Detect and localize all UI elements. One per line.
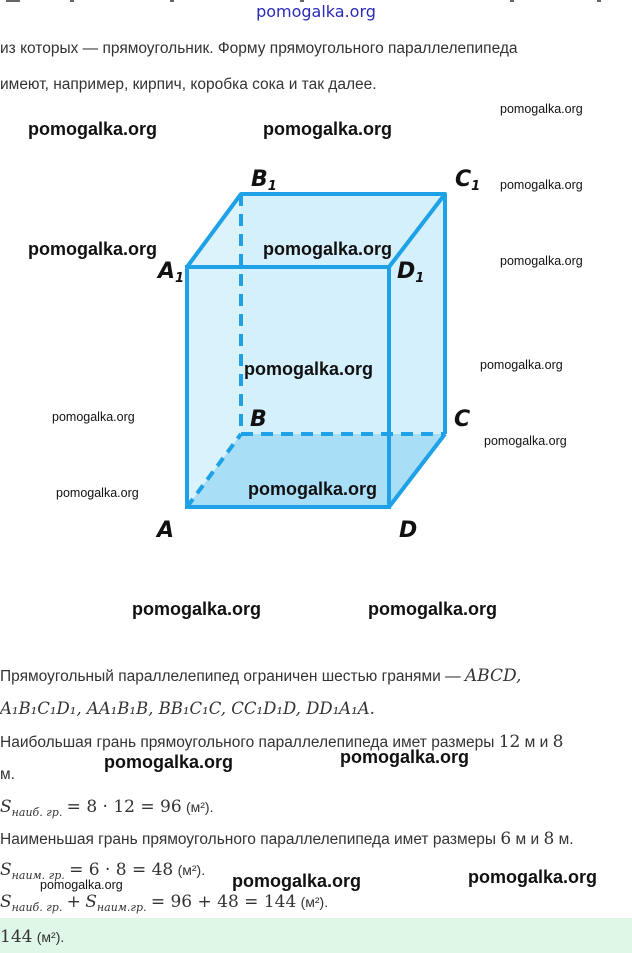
watermark: pomogalka.org	[56, 486, 139, 500]
vertex-c: C	[454, 407, 471, 432]
watermark: pomogalka.org	[340, 747, 470, 767]
watermark: pomogalka.org	[28, 239, 158, 259]
watermark: pomogalka.org	[468, 867, 598, 887]
sum-expr: = 96 + 48 = 144	[150, 892, 297, 912]
s-largest-label: S	[0, 797, 12, 817]
intro-line-1: из которых — прямоугольник. Форму прямоугольного параллелепипеда	[0, 40, 518, 57]
watermark: pomogalka.org	[480, 358, 563, 372]
s-largest-expr: = 8 · 12 = 96	[66, 797, 182, 817]
largest-unit-b: м.	[0, 766, 15, 783]
smallest-unit-b: м.	[558, 831, 574, 848]
watermark: pomogalka.org	[28, 119, 158, 139]
largest-dim-b: 8	[552, 732, 564, 752]
watermark: pomogalka.org	[232, 871, 362, 891]
s-smallest-label: S	[0, 860, 12, 880]
s-largest-formula	[0, 797, 214, 819]
site-header-link[interactable]: pomogalka.org	[256, 2, 376, 21]
answer-unit: (м²).	[36, 929, 65, 945]
sum-unit: (м²).	[300, 894, 329, 910]
sum-s1: S	[0, 892, 12, 912]
s-smallest-expr: = 6 · 8 = 48	[69, 860, 174, 880]
s-smallest-formula	[0, 860, 205, 882]
watermark: pomogalka.org	[40, 878, 123, 892]
largest-dim-a: 12	[498, 732, 521, 752]
watermark: pomogalka.org	[52, 410, 135, 424]
face-abcd: ABCD,	[464, 666, 522, 686]
s-largest-unit: (м²).	[185, 799, 214, 815]
watermark: pomogalka.org	[484, 434, 567, 448]
watermark: pomogalka.org	[500, 254, 583, 268]
watermark: pomogalka.org	[263, 239, 393, 259]
sum-plus: +	[66, 892, 81, 912]
vertex-d1: D1	[397, 259, 425, 286]
s-smallest-unit: (м²).	[177, 862, 206, 878]
sum-s1-sub: наиб. гр.	[11, 901, 63, 915]
watermark: pomogalka.org	[500, 178, 583, 192]
answer	[0, 927, 64, 947]
smallest-dim-a: 6	[500, 829, 512, 849]
smallest-unit-a: м и	[515, 831, 540, 848]
vertex-d: D	[399, 518, 418, 543]
sum-s2: S	[85, 892, 97, 912]
answer-box	[0, 918, 632, 953]
s-smallest-sub: наим. гр.	[11, 869, 65, 883]
watermark: pomogalka.org	[132, 599, 262, 619]
faces-text: Прямоугольный параллелепипед ограничен шестью гранями —	[0, 668, 461, 685]
intro-line-2: имеют, например, кирпич, коробка сока и так далее.	[0, 76, 377, 93]
sum-s2-sub: наим.гр.	[96, 901, 147, 915]
smallest-text: Наименьшая грань прямоугольного параллелепипеда имет размеры	[0, 831, 497, 848]
watermark: pomogalka.org	[104, 752, 234, 772]
faces-list: A₁B₁C₁D₁, AA₁B₁B, BB₁C₁C, CC₁D₁D, DD₁A₁A.	[0, 699, 375, 718]
watermark: pomogalka.org	[248, 479, 378, 499]
largest-unit-a: м и	[524, 734, 549, 751]
watermark: pomogalka.org	[368, 599, 498, 619]
largest-text: Наибольшая грань прямоугольного параллелепипеда имет размеры	[0, 734, 495, 751]
vertex-a: A	[157, 518, 175, 543]
watermark: pomogalka.org	[500, 102, 583, 116]
vertex-b: B	[250, 407, 267, 432]
vertex-c1: C1	[455, 167, 481, 194]
largest-face-line	[0, 732, 563, 752]
vertex-a1: A1	[158, 259, 185, 286]
watermark: pomogalka.org	[263, 119, 393, 139]
answer-value: 144	[0, 927, 33, 947]
sum-formula	[0, 892, 328, 914]
watermark: pomogalka.org	[244, 359, 374, 379]
faces-line	[0, 666, 521, 686]
smallest-face-line	[0, 829, 574, 849]
vertex-b1: B1	[251, 167, 277, 194]
smallest-dim-b: 8	[543, 829, 555, 849]
s-largest-sub: наиб. гр.	[11, 806, 63, 820]
